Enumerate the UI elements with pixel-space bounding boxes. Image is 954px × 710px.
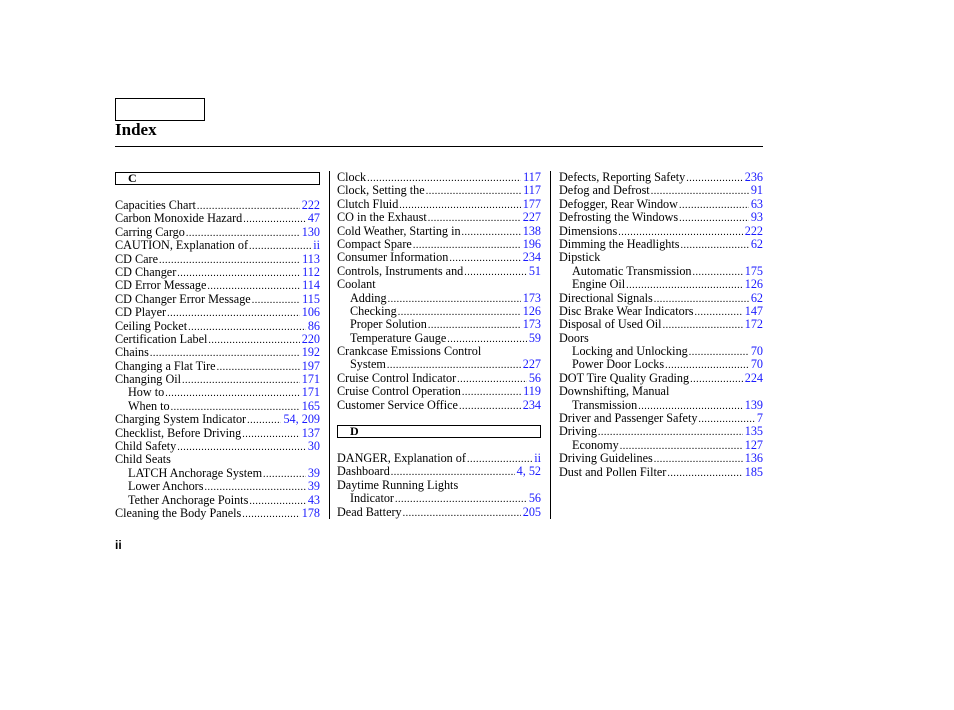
index-term: Crankcase Emissions Control [337, 344, 482, 359]
index-term: Coolant [337, 277, 376, 292]
index-entry [337, 345, 541, 358]
index-subentry [337, 358, 541, 371]
dot-leader [243, 213, 306, 226]
index-term: Adding [350, 290, 387, 305]
index-term: Daytime Running Lights [337, 477, 459, 492]
index-subentry [337, 318, 541, 331]
index-term: How to [128, 385, 165, 400]
dot-leader [395, 493, 527, 506]
index-entry [115, 507, 320, 520]
section-gap [337, 438, 541, 452]
index-term: Driving Guidelines [559, 451, 653, 466]
index-term: Consumer Information [337, 250, 449, 265]
dot-leader [247, 414, 281, 427]
index-term: DANGER, Explanation of [337, 451, 466, 466]
index-entry [559, 251, 763, 264]
page-reference-link[interactable]: 115 [302, 291, 320, 306]
index-term: Indicator [350, 491, 394, 506]
index-entry [115, 279, 320, 292]
index-entry [337, 278, 541, 291]
index-term: Cruise Control Operation [337, 384, 461, 399]
index-subentry [115, 467, 320, 480]
dot-leader [663, 319, 743, 332]
dot-leader [686, 172, 742, 185]
index-entry [559, 198, 763, 211]
page-reference-link[interactable]: 135 [744, 424, 763, 439]
index-column-2 [337, 171, 541, 519]
index-term: Defects, Reporting Safety [559, 170, 686, 184]
index-entry [559, 238, 763, 251]
page-reference-link[interactable]: 114 [302, 278, 320, 293]
index-term: Dashboard [337, 464, 390, 479]
index-subentry [559, 399, 763, 412]
index-entry [115, 413, 320, 426]
index-term: Transmission [572, 397, 638, 412]
page-reference-link[interactable]: 222 [301, 198, 320, 212]
index-term: CO in the Exhaust [337, 210, 427, 225]
page-reference-link[interactable]: 126 [744, 277, 763, 292]
dot-leader [695, 306, 743, 319]
section-gap [115, 185, 320, 199]
page-reference-link[interactable]: 30 [307, 439, 320, 454]
index-term: Chains [115, 345, 149, 360]
index-subentry [337, 305, 541, 318]
index-entry [337, 506, 541, 519]
dot-leader [165, 387, 299, 400]
page-reference-link[interactable]: 147 [744, 303, 763, 318]
index-term: Defogger, Rear Window [559, 196, 678, 211]
title-rule [115, 146, 763, 147]
dot-leader [462, 226, 521, 239]
dot-leader [459, 400, 521, 413]
page-reference-link[interactable]: 177 [522, 196, 541, 211]
page-reference-link[interactable]: 172 [744, 317, 763, 332]
dot-leader [159, 254, 300, 267]
index-entry [337, 184, 541, 197]
dot-leader [242, 428, 299, 441]
page-reference-link[interactable]: 54, 209 [283, 412, 320, 427]
index-term: DOT Tire Quality Grading [559, 370, 690, 385]
dot-leader [654, 453, 743, 466]
index-term: Cold Weather, Starting in [337, 223, 461, 238]
index-entry [337, 225, 541, 238]
index-entry [115, 212, 320, 225]
index-entry [337, 465, 541, 478]
index-term: CAUTION, Explanation of [115, 238, 249, 253]
page-reference-link[interactable]: 136 [744, 451, 763, 466]
page-reference-link[interactable]: 227 [522, 357, 541, 372]
index-term: Disposal of Used Oil [559, 317, 662, 332]
index-entry [337, 171, 541, 184]
dot-leader [598, 426, 743, 439]
index-term: Dimming the Headlights [559, 236, 680, 251]
page-reference-link[interactable]: 224 [744, 370, 763, 385]
index-term: CD Player [115, 305, 167, 320]
index-term: Clock, Setting the [337, 183, 425, 198]
index-term: Downshifting, Manual [559, 384, 670, 399]
dot-leader [263, 468, 306, 481]
dot-leader [690, 373, 743, 386]
page-reference-link[interactable]: 227 [522, 210, 541, 225]
page-reference-link[interactable]: 70 [750, 344, 763, 359]
dot-leader [167, 307, 300, 320]
index-entry [337, 452, 541, 465]
index-entry [559, 211, 763, 224]
index-term: Child Safety [115, 439, 177, 454]
page-reference-link[interactable]: 86 [307, 318, 320, 333]
page-reference-link[interactable]: 39 [307, 479, 320, 494]
index-entry [115, 320, 320, 333]
page-reference-link[interactable]: 112 [302, 264, 320, 279]
index-subentry [559, 358, 763, 371]
dot-leader [242, 508, 299, 521]
dot-leader [681, 239, 749, 252]
page-reference-link[interactable]: 127 [744, 437, 763, 452]
index-entry [559, 225, 763, 238]
index-term: Dimensions [559, 223, 618, 238]
index-term: Changing Oil [115, 372, 182, 387]
dot-leader [689, 346, 749, 359]
page-reference-link[interactable]: 137 [301, 425, 320, 440]
index-term: Changing a Flat Tire [115, 358, 216, 373]
index-term: CD Error Message [115, 278, 207, 293]
index-entry [559, 332, 763, 345]
index-entry [115, 266, 320, 279]
page-number: ii [115, 538, 122, 552]
index-term: Defog and Defrost [559, 183, 650, 198]
page-reference-link[interactable]: 130 [301, 224, 320, 239]
page-reference-link[interactable]: 196 [522, 236, 541, 251]
index-term: Proper Solution [350, 317, 427, 332]
page-reference-link[interactable]: 165 [301, 398, 320, 413]
index-term: Disc Brake Wear Indicators [559, 303, 694, 318]
index-entry [337, 211, 541, 224]
index-entry [115, 226, 320, 239]
dot-leader [249, 495, 305, 508]
page-reference-link[interactable]: 56 [528, 491, 541, 506]
page-reference-link[interactable]: 236 [744, 170, 763, 184]
index-term: Controls, Instruments and [337, 263, 464, 278]
index-entry [115, 293, 320, 306]
page-reference-link[interactable]: 70 [750, 357, 763, 372]
index-term: Checklist, Before Driving [115, 425, 242, 440]
index-entry [559, 425, 763, 438]
index-entry [115, 427, 320, 440]
page-reference-link[interactable]: 234 [522, 397, 541, 412]
dot-leader [252, 294, 300, 307]
index-term: Carbon Monoxide Hazard [115, 211, 243, 226]
page-reference-link[interactable]: 192 [301, 345, 320, 360]
index-term: Economy [572, 437, 619, 452]
page-reference-link[interactable]: 39 [307, 465, 320, 480]
dot-leader [182, 374, 300, 387]
index-term: Driver and Passenger Safety [559, 411, 698, 426]
index-entry [559, 184, 763, 197]
index-term: Compact Spare [337, 236, 412, 251]
index-entry [115, 199, 320, 212]
column-divider [329, 171, 330, 519]
index-term: Defrosting the Windows [559, 210, 679, 225]
dot-leader [464, 266, 527, 279]
dot-leader [217, 361, 300, 374]
index-entry [337, 479, 541, 492]
page-reference-link[interactable]: 62 [750, 290, 763, 305]
page-reference-link[interactable]: 117 [523, 183, 541, 198]
dot-leader [208, 334, 299, 347]
index-column-3 [559, 171, 763, 479]
page-reference-link[interactable]: 62 [750, 236, 763, 251]
index-entry [337, 251, 541, 264]
index-term: Ceiling Pocket [115, 318, 188, 333]
index-entry [337, 198, 541, 211]
index-entry [559, 372, 763, 385]
page-reference-link[interactable]: 171 [301, 385, 320, 400]
page-reference-link[interactable]: 51 [528, 263, 541, 278]
page-reference-link[interactable]: 113 [302, 251, 320, 266]
index-entry [559, 412, 763, 425]
index-term: Customer Service Office [337, 397, 458, 412]
page-reference-link[interactable]: 175 [744, 263, 763, 278]
index-term: Cruise Control Indicator [337, 370, 457, 385]
index-entry [559, 292, 763, 305]
index-term: Checking [350, 303, 397, 318]
section-letter-header: C [115, 172, 320, 185]
index-entry [115, 346, 320, 359]
index-term: Certification Label [115, 331, 208, 346]
index-term: Doors [559, 330, 589, 345]
page-reference-link[interactable]: 91 [750, 183, 763, 198]
index-term: Lower Anchors [128, 479, 204, 494]
index-term: CD Changer [115, 264, 177, 279]
page-reference-link[interactable]: 234 [522, 250, 541, 265]
page-reference-link[interactable]: 7 [756, 411, 763, 426]
dot-leader [679, 212, 749, 225]
index-entry [559, 318, 763, 331]
page-reference-link[interactable]: 220 [301, 331, 320, 346]
index-entry [115, 333, 320, 346]
index-term: Locking and Unlocking [572, 344, 688, 359]
page-reference-link[interactable]: 138 [522, 223, 541, 238]
page-reference-link[interactable]: 63 [750, 196, 763, 211]
index-term: CD Changer Error Message [115, 291, 251, 306]
index-term: Carring Cargo [115, 224, 185, 239]
index-column-1 [115, 171, 320, 520]
index-entry [337, 265, 541, 278]
index-term: Cleaning the Body Panels [115, 505, 242, 520]
index-entry [337, 399, 541, 412]
index-term: Automatic Transmission [572, 263, 692, 278]
index-term: Driving [559, 424, 597, 439]
index-term: Dipstick [559, 250, 601, 265]
page-reference-link[interactable]: 185 [744, 464, 763, 479]
index-term: Engine Oil [572, 277, 626, 292]
page-reference-link[interactable]: 93 [750, 210, 763, 225]
page-reference-link[interactable]: 117 [523, 170, 541, 184]
index-term: LATCH Anchorage System [128, 465, 263, 480]
index-entry [115, 360, 320, 373]
dot-leader [177, 441, 306, 454]
index-subentry [115, 386, 320, 399]
index-term: Temperature Gauge [350, 330, 447, 345]
index-entry [337, 385, 541, 398]
index-subentry [559, 345, 763, 358]
index-subentry [559, 265, 763, 278]
index-entry [115, 253, 320, 266]
index-entry [115, 239, 320, 252]
index-term: System [350, 357, 386, 372]
section-gap [337, 412, 541, 424]
index-term: Clock [337, 170, 367, 184]
page-reference-link[interactable]: 56 [528, 370, 541, 385]
index-term: Power Door Locks [572, 357, 665, 372]
index-subentry [115, 480, 320, 493]
section-letter-header: D [337, 425, 541, 438]
dot-leader [667, 467, 742, 480]
index-subentry [337, 492, 541, 505]
page-reference-link[interactable]: 59 [528, 330, 541, 345]
column-divider [550, 171, 551, 519]
index-subentry [559, 278, 763, 291]
page-reference-link[interactable]: 43 [307, 492, 320, 507]
dot-leader [462, 386, 521, 399]
page-reference-link[interactable]: 171 [301, 372, 320, 387]
index-term: Child Seats [115, 452, 171, 467]
index-term: Dust and Pollen Filter [559, 464, 667, 479]
index-entry [115, 453, 320, 466]
dot-leader [388, 293, 521, 306]
page-reference-link[interactable]: 4, 52 [516, 464, 541, 479]
page-reference-link[interactable]: ii [534, 451, 541, 466]
dot-leader [426, 185, 521, 198]
index-entry [559, 466, 763, 479]
page-reference-link[interactable]: 106 [301, 305, 320, 320]
page-reference-link[interactable]: 173 [522, 290, 541, 305]
index-term: Dead Battery [337, 504, 402, 519]
index-entry [559, 305, 763, 318]
page-reference-link[interactable]: 178 [301, 505, 320, 520]
page-title: Index [115, 120, 157, 139]
page-reference-link[interactable]: 119 [523, 384, 541, 399]
index-term: Capacities Chart [115, 198, 196, 212]
index-entry [337, 238, 541, 251]
dot-leader [457, 373, 527, 386]
index-term: Clutch Fluid [337, 196, 399, 211]
page-reference-link[interactable]: 47 [307, 211, 320, 226]
index-entry [559, 171, 763, 184]
index-subentry [115, 400, 320, 413]
index-term: CD Care [115, 251, 158, 266]
index-entry [559, 385, 763, 398]
index-term: Charging System Indicator [115, 412, 247, 427]
page-reference-link[interactable]: 222 [744, 223, 763, 238]
index-tab-box [115, 98, 205, 121]
page-reference-link[interactable]: 126 [522, 303, 541, 318]
index-term: Tether Anchorage Points [128, 492, 249, 507]
dot-leader [679, 199, 749, 212]
index-term: Directional Signals [559, 290, 653, 305]
dot-leader [693, 266, 743, 279]
index-entry [337, 372, 541, 385]
index-term: When to [128, 398, 170, 413]
index-entry [115, 440, 320, 453]
index-subentry [115, 494, 320, 507]
page-reference-link[interactable]: 139 [744, 397, 763, 412]
index-entry [115, 373, 320, 386]
index-entry [115, 306, 320, 319]
page-reference-link[interactable]: ii [313, 238, 320, 253]
index-subentry [559, 439, 763, 452]
dot-leader [403, 507, 521, 520]
page-reference-link[interactable]: 173 [522, 317, 541, 332]
page-reference-link[interactable]: 197 [301, 358, 320, 373]
index-entry [559, 452, 763, 465]
index-subentry [337, 332, 541, 345]
index-subentry [337, 292, 541, 305]
page-reference-link[interactable]: 205 [522, 504, 541, 519]
